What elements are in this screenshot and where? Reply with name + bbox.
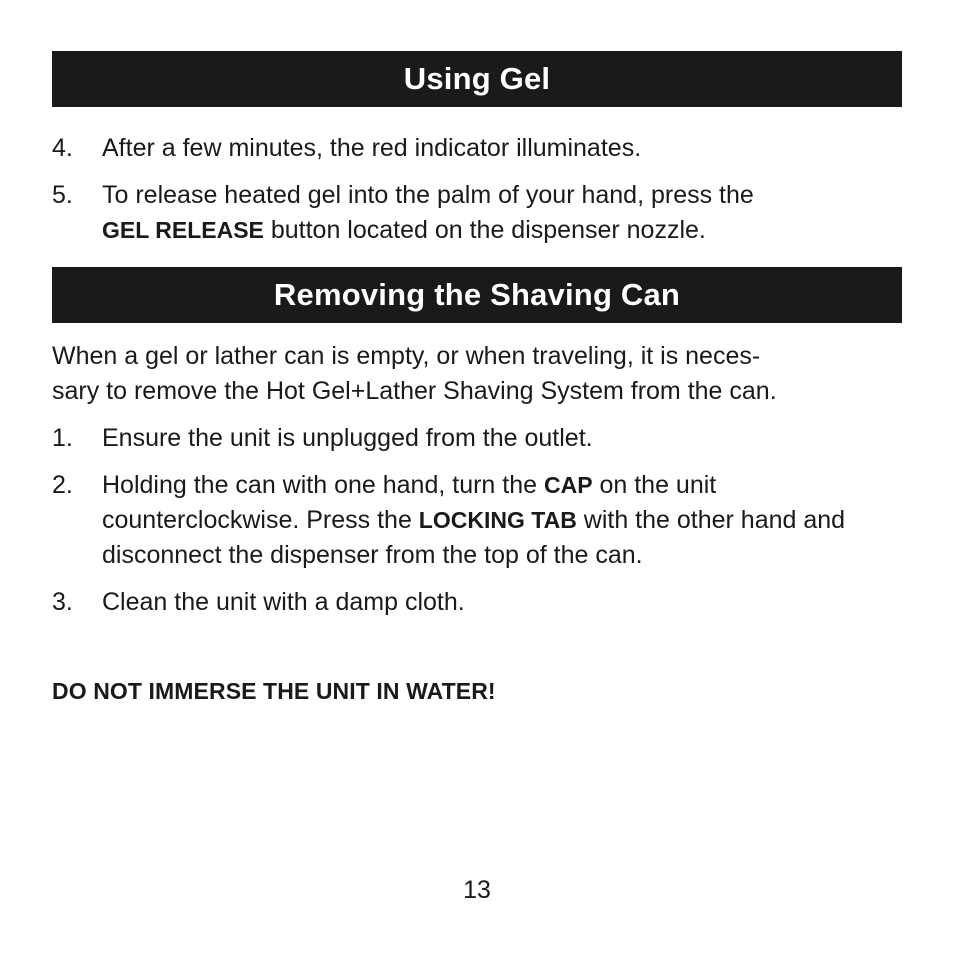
item-text: Ensure the unit is unplugged from the outlet.	[102, 424, 593, 452]
item-text-part: button located on the dispenser nozzle.	[263, 216, 706, 244]
item-number: 4.	[52, 134, 73, 162]
item-text	[102, 178, 902, 248]
item-number: 2.	[52, 471, 73, 499]
item-text-part: with the other hand and disconnect the dispenser from the top of the can.	[102, 506, 846, 569]
list-item	[52, 178, 902, 248]
item-text: After a few minutes, the red indicator illuminates.	[102, 134, 642, 162]
item-number: 5.	[52, 181, 73, 209]
list-item	[52, 421, 902, 456]
section-title: Removing the Shaving Can	[273, 277, 681, 312]
item-text-part: Holding the can with one hand, turn the	[102, 471, 544, 499]
list-item	[52, 131, 902, 166]
cap-label: CAP	[543, 472, 593, 498]
list-item	[52, 468, 902, 573]
item-text-part: on the unit counterclockwise. Press the	[102, 471, 717, 534]
item-text: Clean the unit with a damp cloth.	[102, 588, 465, 616]
section-heading-removing-can	[52, 267, 902, 323]
warning-text: DO NOT IMMERSE THE UNIT IN WATER!	[52, 678, 496, 704]
section-heading-using-gel	[52, 51, 902, 107]
intro-line: sary to remove the Hot Gel+Lather Shaving System from the can.	[52, 377, 777, 405]
list-item	[52, 585, 902, 620]
item-text-part: To release heated gel into the palm of your hand, press the	[102, 181, 754, 209]
item-number: 1.	[52, 424, 73, 452]
page-number: 13	[463, 876, 491, 904]
item-number: 3.	[52, 588, 73, 616]
section-title: Using Gel	[403, 61, 551, 96]
gel-release-label: GEL RELEASE	[102, 217, 264, 243]
item-text	[102, 468, 902, 573]
locking-tab-label: LOCKING TAB	[418, 507, 577, 533]
intro-line: When a gel or lather can is empty, or when traveling, it is neces-	[52, 342, 761, 370]
intro-paragraph	[52, 339, 912, 409]
